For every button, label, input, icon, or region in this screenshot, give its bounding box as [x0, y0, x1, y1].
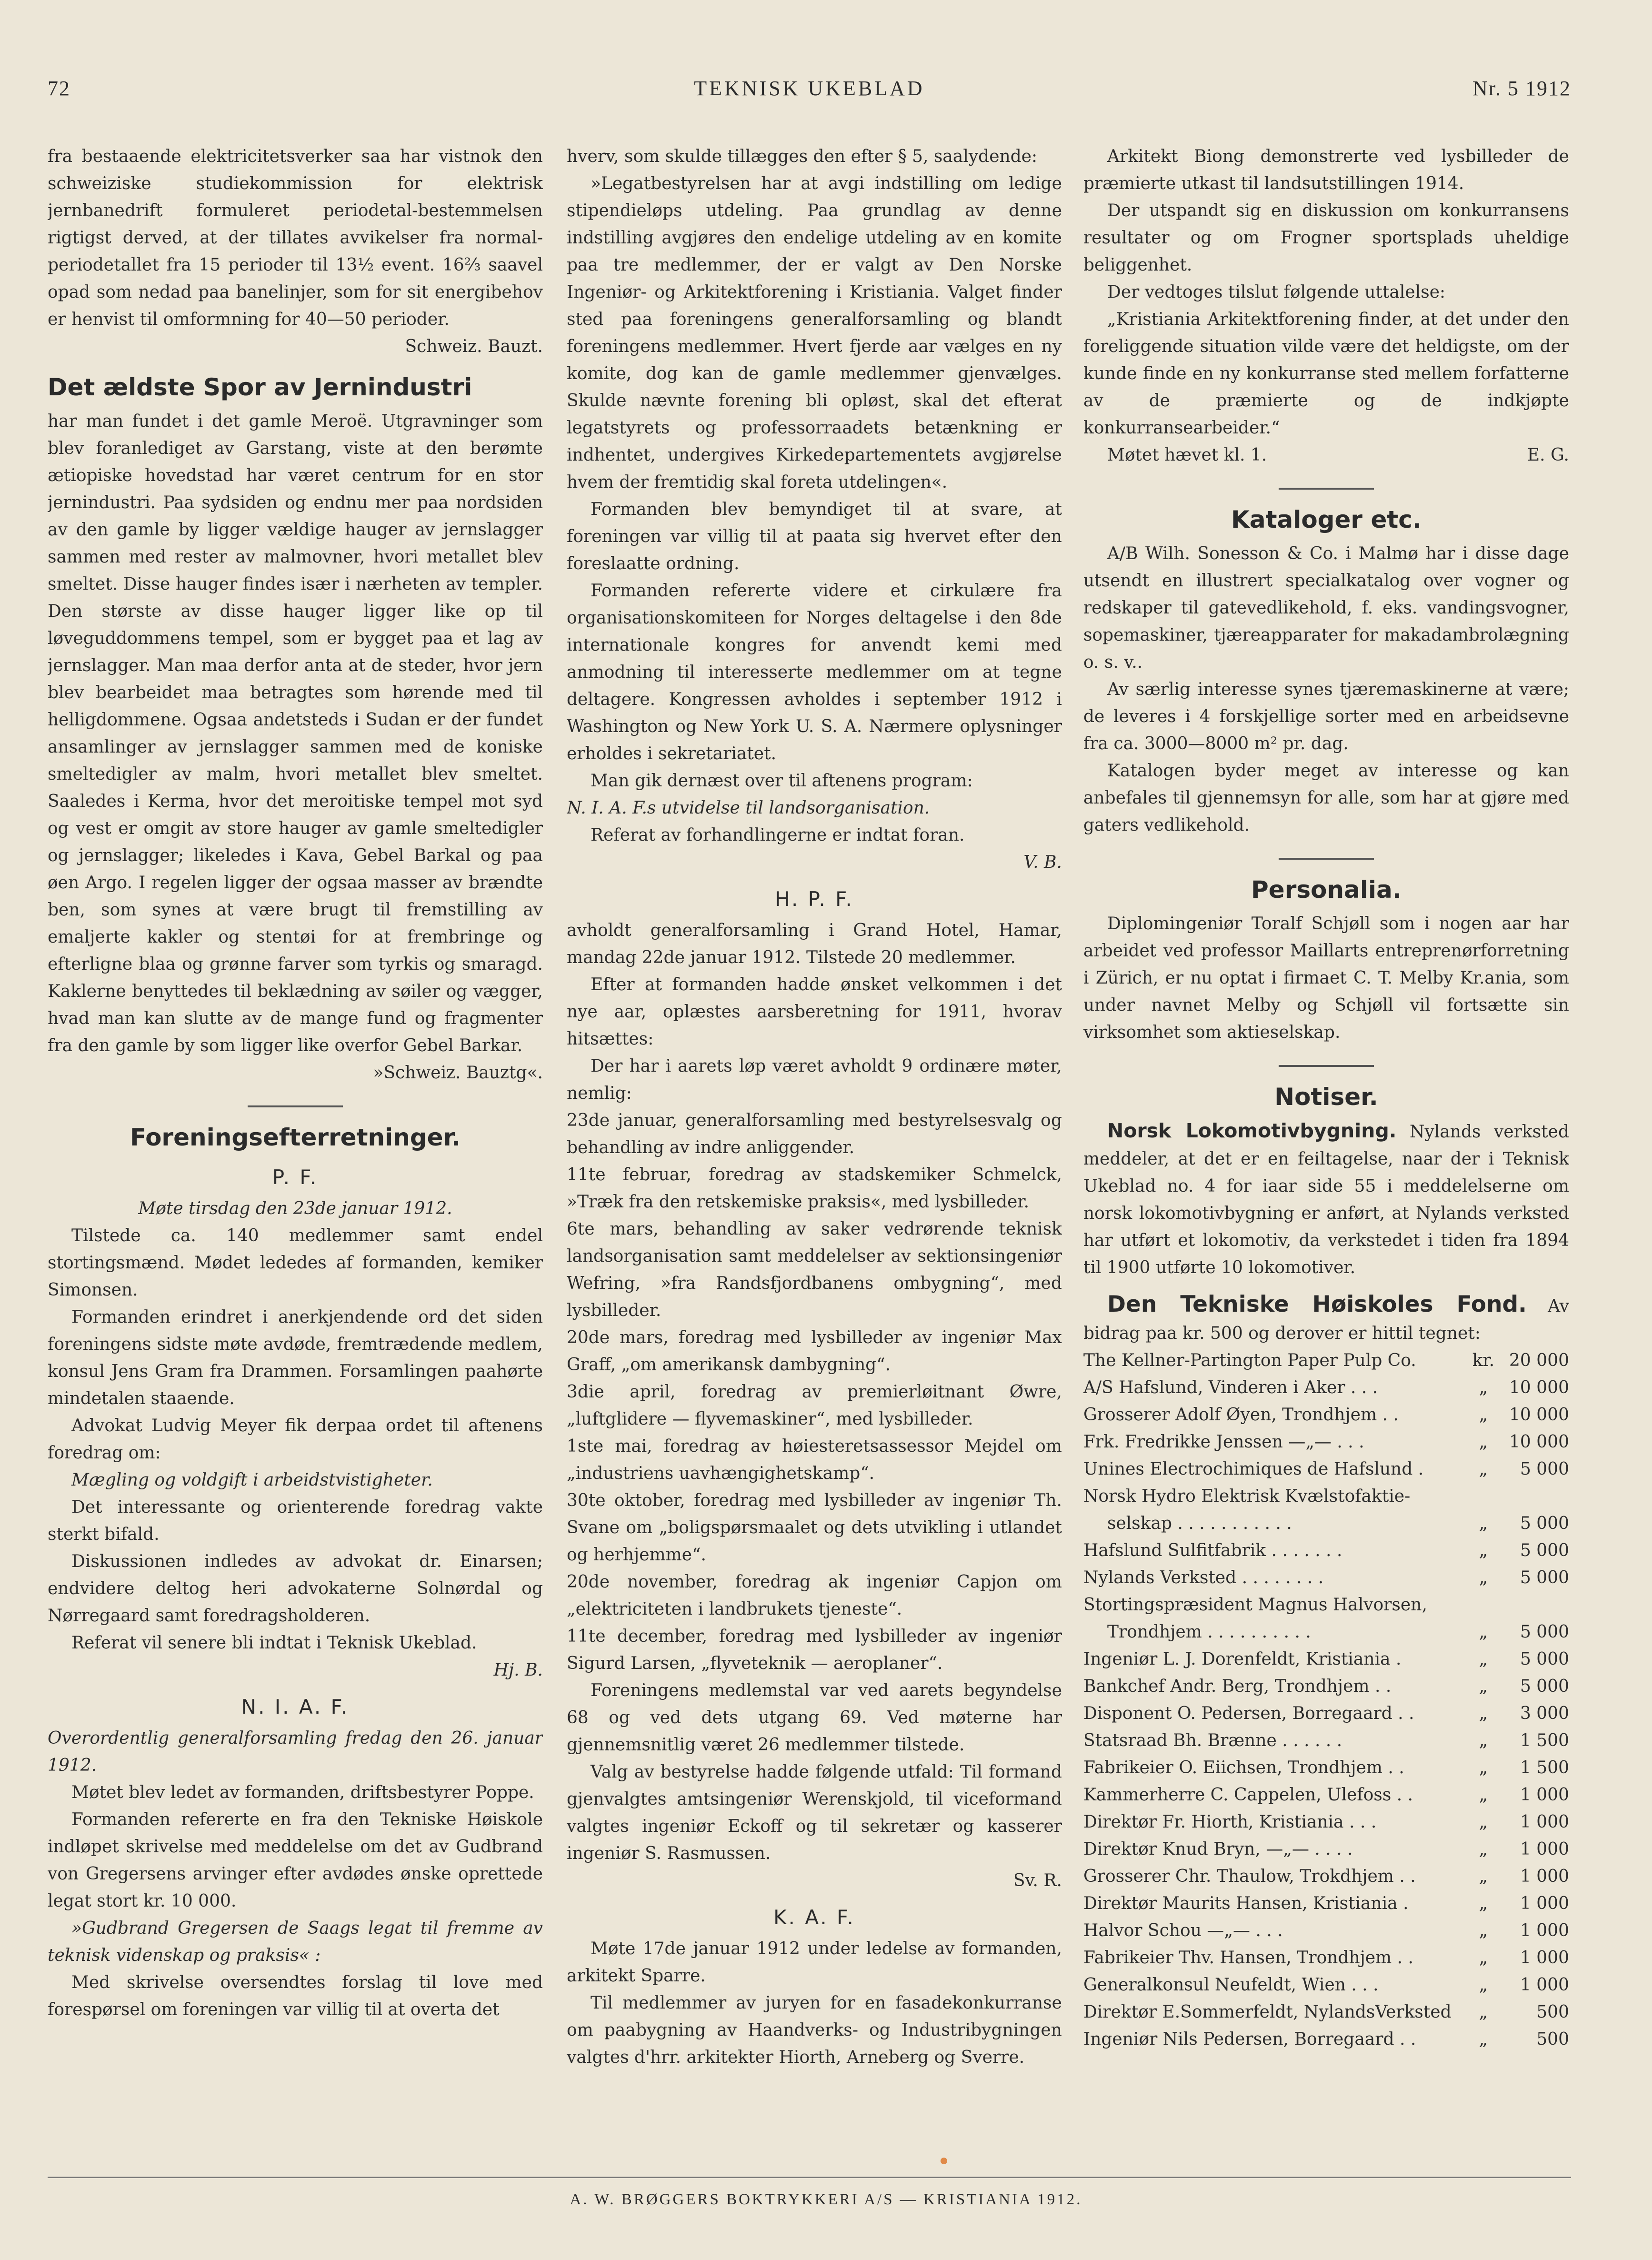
currency-mark: „ — [1479, 1921, 1488, 1940]
heading-pf: P. F. — [272, 1165, 319, 1189]
donor-name: Bankchef Andr. Berg, Trondhjem . . — [1083, 1677, 1392, 1696]
donation-amount: 1 000 — [1520, 1894, 1569, 1913]
hpf-paragraph: Foreningens medlemstal var ved aarets begyndelse 68 og ved dets utgang 69. Ved møterne har gjennemsnitlig været 26 medlemmer tilstede. — [567, 1681, 1062, 1755]
donor-name: Norsk Hydro Elektrisk Kvælstofaktie- — [1083, 1487, 1411, 1506]
donation-amount: 1 000 — [1520, 1812, 1569, 1832]
table-row — [1083, 1890, 1569, 1917]
table-row — [1083, 1700, 1569, 1727]
table-row — [1083, 1428, 1569, 1456]
donation-amount: 1 000 — [1520, 1867, 1569, 1886]
issue-number: Nr. 5 1912 — [1472, 77, 1571, 100]
niaf-continued: hverv, som skulde tillægges den efter § 5, saalydende: — [567, 147, 1038, 166]
niaf-paragraph: Formanden refererte videre et cirkulære fra organisationskomiteen for Norges deltagelse i den 8de internationale kongres for anvendt kemi med anmodning til interesserte medlemmer om at tegne deltagere. Kongressen avholdes i september 1912 i Washington og New York U. S. A. Nærmere oplysninger erholdes i sekretariatet. — [567, 581, 1062, 763]
page-header — [48, 76, 1571, 114]
publication-title: TEKNISK UKEBLAD — [694, 77, 925, 100]
article-intro: fra bestaaende elektricitetsverker saa har vistnok den schweiziske studiekommission for elektrisk jernbanedrift formuleret periodetal-bestemmelsen rigtigst derved, at der tillates avvikelser fra normal-periodetallet fra 15 perioder til 13½ event. 16⅔ saavel opad som nedad paa banelinjer, som for sit energibehov er henvist til omformning for 40—50 perioder. — [48, 147, 543, 329]
heading-foreningsefterretninger: Foreningsefterretninger. — [130, 1124, 461, 1151]
table-row — [1083, 1591, 1569, 1618]
table-row — [1083, 1863, 1569, 1890]
donor-name: The Kellner-Partington Paper Pulp Co. — [1083, 1351, 1416, 1370]
donor-name: Disponent O. Pedersen, Borregaard . . — [1083, 1704, 1414, 1723]
notice-fond-heading: Den Tekniske Høiskoles Fond. — [1107, 1291, 1527, 1317]
table-row — [1083, 1673, 1569, 1700]
donor-name: Statsraad Bh. Brænne . . . . . . — [1083, 1731, 1342, 1750]
pf-paragraph: Formanden erindret i anerkjendende ord det siden foreningens sidste møte avdøde, fremtrædende medlem, konsul Jens Gram fra Drammen. Forsamlingen paahørte mindetalen staaende. — [48, 1307, 543, 1408]
personalia-paragraph: Diplomingeniør Toralf Schjøll som i nogen aar har arbeidet ved professor Maillarts entreprenørforretning i Zürich, er nu optat i firmaet C. T. Melby Kr.ania, som under navnet Melby og Schjøll vil fortsætte sin virksomhet som aktieselskap. — [1083, 914, 1569, 1042]
heading-kaf: K. A. F. — [773, 1906, 855, 1929]
currency-mark: „ — [1479, 1541, 1488, 1560]
donor-name: Direktør Maurits Hansen, Kristiania . — [1083, 1894, 1409, 1913]
source-credit: Schweiz. Bauzt. — [405, 337, 543, 356]
donation-amount: 10 000 — [1509, 1432, 1569, 1452]
donor-name: Fabrikeier Thv. Hansen, Trondhjem . . — [1083, 1948, 1414, 1968]
donation-amount: 10 000 — [1509, 1405, 1569, 1425]
currency-mark: „ — [1479, 1704, 1488, 1723]
kaf-paragraph: Arkitekt Biong demonstrerte ved lysbilleder de præmierte utkast til landsutstillingen 1914. — [1083, 147, 1569, 193]
niaf-paragraph: Referat av forhandlingerne er indtat foran. — [591, 825, 965, 845]
donation-amount: 500 — [1536, 2002, 1569, 2022]
donation-amount: 1 000 — [1520, 1921, 1569, 1940]
currency-mark: „ — [1479, 1649, 1488, 1669]
table-row — [1083, 1456, 1569, 1483]
donor-name: Ingeniør Nils Pedersen, Borregaard . . — [1083, 2029, 1416, 2049]
list-item: 20de november, foredrag ak ingeniør Capjon om „elektriciteten i landbrukets tjeneste“. — [567, 1572, 1062, 1619]
currency-mark: kr. — [1472, 1351, 1495, 1370]
donor-name: Frk. Fredrikke Jenssen —„— . . . — [1083, 1432, 1364, 1452]
donation-amount: 5 000 — [1520, 1677, 1569, 1696]
column-3 — [1083, 143, 1569, 2162]
notice-lokomotiv — [1083, 1117, 1569, 1281]
niaf-program: N. I. A. F.s utvidelse til landsorganisation. — [567, 798, 930, 818]
kataloger-paragraph: Katalogen byder meget av interesse og kan anbefales til gjennemsyn for alle, som har at gjøre med gaters vedlikehold. — [1083, 761, 1569, 835]
niaf-paragraph: Formanden refererte en fra den Tekniske Høiskole indløpet skrivelse med meddelelse om det av Gudbrand von Gregersens arvinger efter avdødes ønske oprettede legat stort kr. 10 000. — [48, 1810, 543, 1911]
donor-name: Generalkonsul Neufeldt, Wien . . . — [1083, 1975, 1379, 1995]
hpf-signature: Sv. R. — [1013, 1871, 1062, 1890]
table-row — [1083, 1646, 1569, 1673]
pf-signature: Hj. B. — [493, 1660, 543, 1680]
niaf-signature: V. B. — [1023, 853, 1062, 872]
donor-name: Stortingspræsident Magnus Halvorsen, — [1083, 1595, 1427, 1615]
currency-mark: „ — [1479, 1405, 1488, 1425]
table-row — [1083, 2026, 1569, 2053]
donation-amount: 1 000 — [1520, 1975, 1569, 1995]
currency-mark: „ — [1479, 1731, 1488, 1750]
table-row — [1083, 1836, 1569, 1863]
pf-topic: Mægling og voldgift i arbeidstvistigheter. — [71, 1470, 433, 1490]
section-divider — [1279, 858, 1374, 860]
donor-name: Halvor Schou —„— . . . — [1083, 1921, 1283, 1940]
table-row — [1083, 1808, 1569, 1836]
heading-personalia: Personalia. — [1251, 876, 1402, 904]
currency-mark: „ — [1479, 1677, 1488, 1696]
donor-name: Direktør Fr. Hiorth, Kristiania . . . — [1083, 1812, 1377, 1832]
donation-amount: 1 500 — [1520, 1758, 1569, 1778]
heading-hpf: H. P. F. — [775, 887, 854, 911]
table-row — [1083, 1944, 1569, 1971]
list-item: 20de mars, foredrag med lysbilleder av ingeniør Max Graff, „om amerikansk dambygning“. — [567, 1328, 1062, 1375]
donor-name: Ingeniør L. J. Dorenfeldt, Kristiania . — [1083, 1649, 1402, 1669]
niaf-date: Overordentlig generalforsamling fredag den 26. januar 1912. — [48, 1728, 543, 1775]
list-item: 23de januar, generalforsamling med bestyrelsesvalg og behandling av indre anliggender. — [567, 1111, 1062, 1157]
pf-paragraph: Advokat Ludvig Meyer fik derpaa ordet til aftenens foredrag om: — [48, 1416, 543, 1463]
section-divider — [248, 1105, 343, 1107]
pf-paragraph: Det interessante og orienterende foredrag vakte sterkt bifald. — [48, 1497, 543, 1544]
section-divider — [1279, 488, 1374, 490]
currency-mark: „ — [1479, 1514, 1488, 1533]
table-row — [1083, 1483, 1569, 1510]
meeting-list — [567, 1107, 1062, 1677]
table-row — [1083, 1564, 1569, 1591]
currency-mark: „ — [1479, 1378, 1488, 1397]
niaf-paragraph: Med skrivelse oversendtes forslag til love med forespørsel om foreningen var villig til at overta det — [48, 1973, 543, 2019]
kaf-paragraph: Møte 17de januar 1912 under ledelse av formanden, arkitekt Sparre. — [567, 1939, 1062, 1986]
notice-fond — [1083, 1291, 1569, 1347]
currency-mark: „ — [1479, 1622, 1488, 1642]
article-jernindustri: har man fundet i det gamle Meroë. Utgravninger som blev foranlediget av Garstang, viste at den berømte ætiopiske hovedstad har været centrum for en stor jernindustri. Paa sydsiden og endnu mer paa nordsiden av den gamle by ligger vældige hauger av jernslagger sammen med rester av malmovner, hvori metallet blev smeltet. Disse hauger findes især i nærheten av templer. Den største av disse hauger ligger like op til løveguddommens tempel, som er bygget paa et lag av jernslagger. Man maa derfor anta at de steder, hvor jern blev bearbeidet maa betragtes som hørende med til helligdommene. Ogsaa andetsteds i Sudan er der fundet ansamlinger av jernslagger sammen med de koniske smeltedigler av malm, hvori metallet blev smeltet. Saaledes i Kerma, hvor det meroitiske tempel mot syd og vest er omgit av store hauger av gamle smeltedigler og jernslagger; likeledes i Kava, Gebel Barkal og paa øen Argo. I regelen ligger der ogsaa masser av brændte ben, som synes at være brugt til fremstilling av emaljerte kakler og stentøi for at frembringe og efterligne blaa og grønne farver som tyrkis og smaragd. Kaklerne benyttedes til beklædning av søiler og vægger, hvad man kan slutte av de mange fund og fragmenter fra den gamle by som ligger like overfor Gebel Barkar. — [48, 412, 543, 1055]
kaf-closing-text: Møtet hævet kl. 1. — [1107, 445, 1267, 465]
currency-mark: „ — [1479, 1839, 1488, 1859]
table-row — [1083, 1374, 1569, 1401]
table-row — [1083, 1971, 1569, 1999]
donation-amount: 1 500 — [1520, 1731, 1569, 1750]
niaf-paragraph: Man gik dernæst over til aftenens program: — [591, 771, 973, 791]
donation-amount: 5 000 — [1520, 1622, 1569, 1642]
donor-name: Direktør Knud Bryn, —„— . . . . — [1083, 1839, 1353, 1859]
table-row — [1083, 1618, 1569, 1646]
heading-jernindustri: Det ældste Spor av Jernindustri — [48, 373, 472, 401]
niaf-legat: »Gudbrand Gregersen de Saags legat til fremme av teknisk videnskap og praksis« : — [48, 1918, 543, 1965]
list-item: 11te december, foredrag med lysbilleder av ingeniør Sigurd Larsen, „flyveteknik — aeroplaner“. — [567, 1627, 1062, 1673]
currency-mark: „ — [1479, 1867, 1488, 1886]
ink-spot — [941, 2158, 947, 2164]
table-row — [1083, 1754, 1569, 1781]
currency-mark: „ — [1479, 1894, 1488, 1913]
hpf-paragraph: Efter at formanden hadde ønsket velkommen i det nye aar, oplæstes aarsberetning for 1911, hvorav hitsættes: — [567, 975, 1062, 1049]
currency-mark: „ — [1479, 1758, 1488, 1778]
donor-list — [1083, 1347, 1569, 2053]
pf-date: Møte tirsdag den 23de januar 1912. — [138, 1199, 452, 1218]
list-item: 30te oktober, foredrag med lysbilleder av ingeniør Th. Svane om „boligspørsmaalet og dets utvikling i utlandet og herhjemme“. — [567, 1491, 1062, 1565]
notice-lokomotiv-heading: Norsk Lokomotivbygning. — [1107, 1119, 1397, 1142]
currency-mark: „ — [1479, 1975, 1488, 1995]
section-divider — [1279, 1065, 1374, 1067]
donation-amount: 5 000 — [1520, 1459, 1569, 1479]
kaf-paragraph: Der utspandt sig en diskussion om konkurransens resultater og om Frogner sportsplads uheldige beliggenhet. — [1083, 201, 1569, 275]
donor-name: Trondhjem . . . . . . . . . . — [1107, 1622, 1311, 1642]
donation-amount: 3 000 — [1520, 1704, 1569, 1723]
kaf-signature: E. G. — [1527, 445, 1569, 465]
heading-notiser: Notiser. — [1274, 1083, 1378, 1111]
donor-name: Fabrikeier O. Eiichsen, Trondhjem . . — [1083, 1758, 1404, 1778]
donation-amount: 1 000 — [1520, 1948, 1569, 1968]
donation-amount: 5 000 — [1520, 1514, 1569, 1533]
donor-name: Grosserer Adolf Øyen, Trondhjem . . — [1083, 1405, 1399, 1425]
currency-mark: „ — [1479, 1459, 1488, 1479]
donor-name: Hafslund Sulfitfabrik . . . . . . . — [1083, 1541, 1342, 1560]
donor-name: selskap . . . . . . . . . . . — [1107, 1514, 1292, 1533]
list-item: 11te februar, foredrag av stadskemiker Schmelck, »Træk fra den retskemiske praksis«, med lysbilleder. — [567, 1165, 1062, 1212]
list-item: 6te mars, behandling av saker vedrørende teknisk landsorganisation samt meddelelser av sektionsingeniør Wefring, »fra Randsfjordbanens ombygning“, med lysbilleder. — [567, 1219, 1062, 1320]
kaf-resolution: „Kristiania Arkitektforening finder, at det under den foreliggende situation vilde være det heldigste, om der kunde finde en ny konkurranse sted mellem forfatterne av de præmierte og de indkjøpte konkurransearbeider.“ — [1083, 310, 1569, 438]
currency-mark: „ — [1479, 1812, 1488, 1832]
donation-amount: 1 000 — [1520, 1839, 1569, 1859]
donor-name: Nylands Verksted . . . . . . . . — [1083, 1568, 1324, 1587]
table-row — [1083, 1537, 1569, 1564]
donation-amount: 5 000 — [1520, 1649, 1569, 1669]
table-row — [1083, 1999, 1569, 2026]
currency-mark: „ — [1479, 1432, 1488, 1452]
table-row — [1083, 1917, 1569, 1944]
pf-paragraph: Diskussionen indledes av advokat dr. Einarsen; endvidere deltog heri advokaterne Solnørdal og Nørregaard samt foredragsholderen. — [48, 1552, 543, 1626]
table-row — [1083, 1781, 1569, 1808]
niaf-paragraph: Formanden blev bemyndiget til at svare, at foreningen var villig til at paata sig hvervet efter den foreslaatte ordning. — [567, 500, 1062, 573]
heading-kataloger: Kataloger etc. — [1231, 506, 1422, 533]
hpf-paragraph: Valg av bestyrelse hadde følgende utfald: Til formand gjenvalgtes amtsingeniør Werenskjold, til viceformand valgtes ingeniør Eckoff og til sekretær og kasserer ingeniør S. Rasmussen. — [567, 1762, 1062, 1863]
source-credit: »Schweiz. Bauztg«. — [373, 1063, 543, 1083]
currency-mark: „ — [1479, 1948, 1488, 1968]
legat-statute: »Legatbestyrelsen har at avgi indstilling om ledige stipendieløps utdeling. Paa grundlag av denne indstilling avgjøres den endelige utdeling av en komite paa tre medlemmer, der er valgt av Den Norske Ingeniør- og Arkitektforening i Kristiania. Valget finder sted paa foreningens generalforsamling og blandt foreningens medlemmer. Hvert fjerde aar vælges en ny komite, dog kan de gamle medlemmer gjenvælges. Skulde nævnte forening bli opløst, skal det efterat legatstyrets og professorraadets betænkning er indhentet, undergives Kirkedepartementets avgjørelse hvem der fremtidig skal foreta utdelingen«. — [567, 174, 1062, 492]
kaf-paragraph: Der vedtoges tilslut følgende uttalelse: — [1107, 282, 1446, 302]
donor-name: A/S Hafslund, Vinderen i Aker . . . — [1083, 1378, 1378, 1397]
table-row — [1083, 1510, 1569, 1537]
donor-name: Grosserer Chr. Thaulow, Trokdhjem . . — [1083, 1867, 1416, 1886]
donation-amount: 5 000 — [1520, 1568, 1569, 1587]
notice-lokomotiv-body: Nylands verksted meddeler, at det er en feiltagelse, naar der i Teknisk Ukeblad no. 4 for iaar side 55 i meddelelserne om norsk lokomotivbygning er anført, at Nylands verksted har utført et lokomotiv, da verkstedet i tiden fra 1894 til 1900 utførte 10 lokomotiver. — [1083, 1122, 1569, 1277]
page-number: 72 — [48, 77, 70, 100]
list-item: 1ste mai, foredrag av høiesteretsassessor Mejdel om „industriens uavhængighetskamp“. — [567, 1436, 1062, 1483]
kaf-paragraph: Til medlemmer av juryen for en fasadekonkurranse om paabygning av Haandverks- og Industribygningen valgtes d'hrr. arkitekter Hiorth, Arneberg og Sverre. — [567, 1993, 1062, 2067]
pf-referat: Referat vil senere bli indtat i Teknisk Ukeblad. — [71, 1633, 477, 1653]
printer-imprint: A. W. BRØGGERS BOKTRYKKERI A/S — KRISTIANIA 1912. — [570, 2191, 1082, 2208]
donation-amount: 1 000 — [1520, 1785, 1569, 1805]
column-2 — [567, 143, 1062, 2162]
table-row — [1083, 1347, 1569, 1374]
donation-amount: 20 000 — [1509, 1351, 1569, 1370]
notice-fond-intro: Av bidrag paa kr. 500 og derover er hittil tegnet: — [1083, 1296, 1569, 1343]
currency-mark: „ — [1479, 2002, 1488, 2022]
pf-paragraph: Tilstede ca. 140 medlemmer samt endel stortingsmænd. Mødet lededes af formanden, kemiker Simonsen. — [48, 1226, 543, 1300]
kaf-closing — [1083, 442, 1569, 469]
column-1 — [48, 143, 543, 2162]
currency-mark: „ — [1479, 2029, 1488, 2049]
footer-divider — [48, 2177, 1571, 2178]
currency-mark: „ — [1479, 1568, 1488, 1587]
hpf-paragraph: Der har i aarets løp været avholdt 9 ordinære møter, nemlig: — [567, 1056, 1062, 1103]
table-row — [1083, 1401, 1569, 1428]
donor-name: Kammerherre C. Cappelen, Ulefoss . . — [1083, 1785, 1413, 1805]
list-item: 3die april, foredrag av premierløitnant Øwre, „luftglidere — flyvemaskiner“, med lysbilleder. — [567, 1382, 1062, 1429]
table-row — [1083, 1727, 1569, 1754]
donation-amount: 500 — [1536, 2029, 1569, 2049]
kataloger-paragraph: Av særlig interesse synes tjæremaskinerne at være; de leveres i 4 forskjellige sorter med en arbeidsevne fra ca. 3000—8000 m² pr. dag. — [1083, 680, 1569, 753]
donor-name: Direktør E.Sommerfeldt, NylandsVerksted — [1083, 2002, 1452, 2022]
hpf-paragraph: avholdt generalforsamling i Grand Hotel, Hamar, mandag 22de januar 1912. Tilstede 20 medlemmer. — [567, 921, 1062, 967]
currency-mark: „ — [1479, 1785, 1488, 1805]
niaf-paragraph: Møtet blev ledet av formanden, driftsbestyrer Poppe. — [71, 1783, 534, 1802]
donation-amount: 5 000 — [1520, 1541, 1569, 1560]
donor-name: Unines Electrochimiques de Hafslund . — [1083, 1459, 1424, 1479]
heading-niaf: N. I. A. F. — [241, 1695, 350, 1718]
kataloger-paragraph: A/B Wilh. Sonesson & Co. i Malmø har i disse dage utsendt en illustrert specialkatalog over vogner og redskaper til gatevedlikehold, f. eks. vandingsvogner, sopemaskiner, tjæreapparater for makadambrolægning o. s. v.. — [1083, 544, 1569, 672]
donation-amount: 10 000 — [1509, 1378, 1569, 1397]
